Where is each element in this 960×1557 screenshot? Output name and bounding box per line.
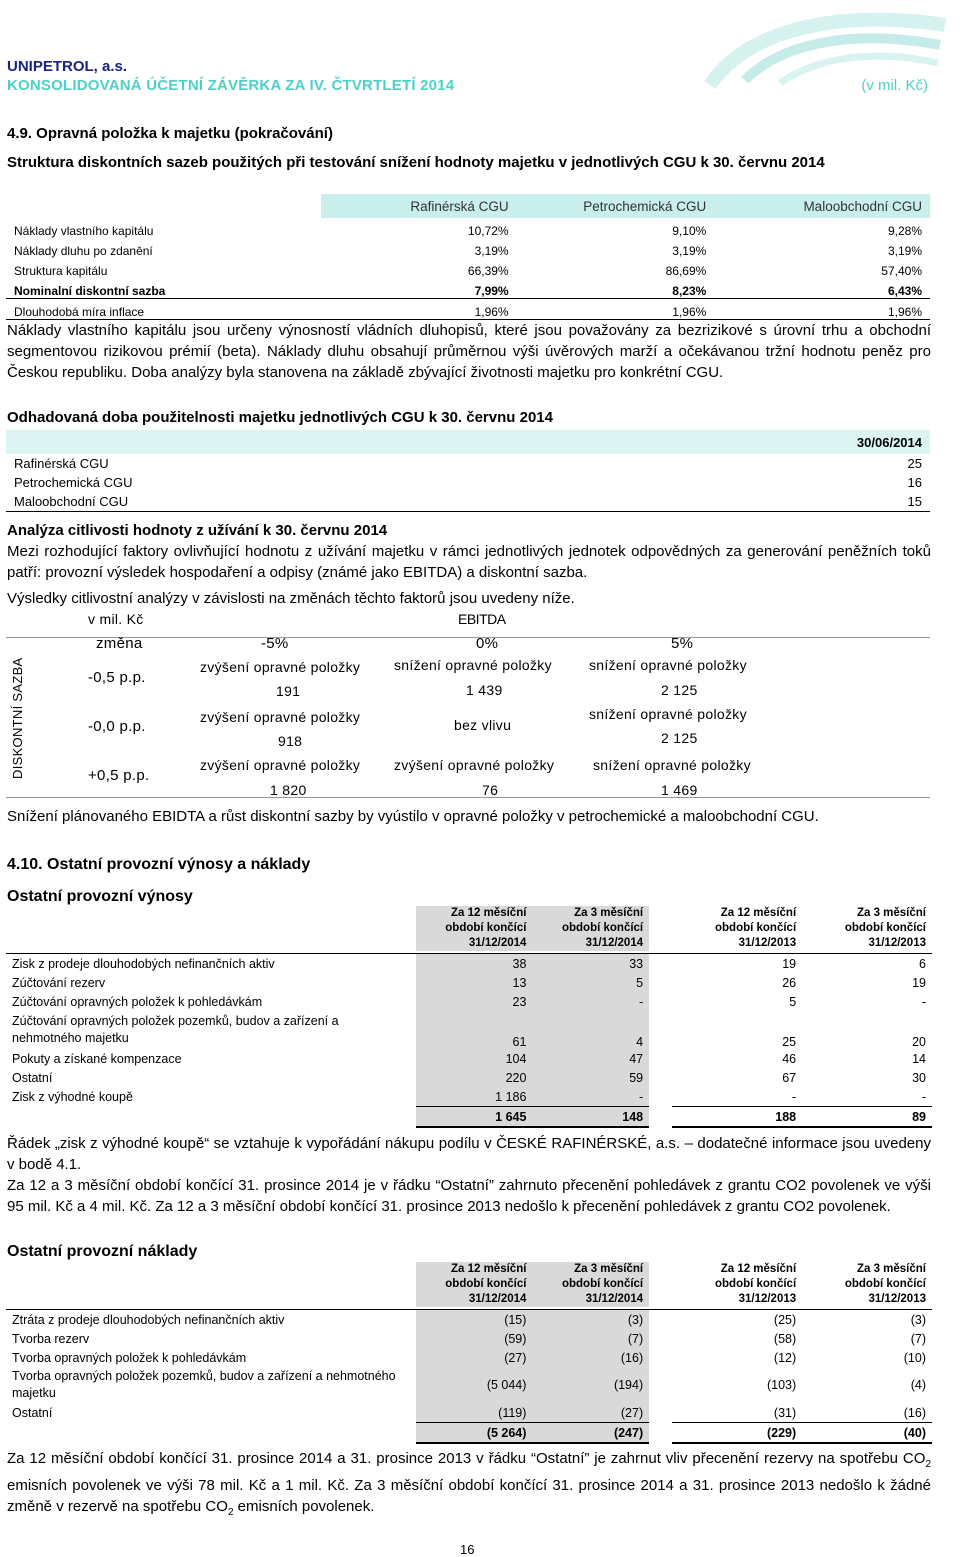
other-income-table — [6, 906, 932, 1128]
cell: (59) — [416, 1329, 533, 1348]
cell: 33 — [532, 954, 649, 974]
cell: (247) — [532, 1423, 649, 1444]
table-row — [6, 492, 930, 512]
cell: 30 — [912, 1070, 926, 1085]
table-row — [6, 1329, 932, 1348]
col-header: Za 12 měsíční období končící 31/12/2014 — [416, 1262, 533, 1307]
col-header: Za 3 měsíční období končící 31/12/2014 — [532, 906, 649, 951]
col-header: Rafinérská CGU — [321, 194, 517, 218]
row-label: Nominalní diskontní sazba — [6, 278, 321, 299]
cell: (103) — [766, 1378, 797, 1392]
table-row — [6, 454, 930, 473]
ebitda-col: 5% — [671, 635, 694, 652]
cell: 59 — [532, 1068, 649, 1087]
useful-life-title: Odhadovaná doba použitelnosti majetku jednotlivých CGU k 30. červnu 2014 — [7, 409, 553, 426]
row-label: Tvorba rezerv — [12, 1331, 90, 1346]
cell: - — [672, 1087, 802, 1107]
cell-text: zvýšení opravné položky — [200, 659, 361, 675]
cell: 7,99% — [321, 278, 517, 299]
cell: (58) — [773, 1331, 797, 1346]
cell-text: snížení opravné položky — [394, 657, 552, 673]
ebitda-col: -5% — [261, 635, 289, 652]
cell: 38 — [416, 954, 533, 974]
cell: 19 — [782, 956, 797, 971]
table-row — [6, 473, 930, 492]
cell: (27) — [532, 1403, 649, 1423]
unit-label: (v mil. Kč) — [861, 77, 928, 94]
cell: (15) — [416, 1310, 533, 1330]
cell: 6,43% — [714, 278, 930, 299]
col-header: Za 3 měsíční období končící 31/12/2013 — [844, 1263, 926, 1305]
cell: 5 — [532, 973, 649, 992]
cell: (5 264) — [416, 1423, 533, 1444]
income-title: Ostatní provozní výnosy — [7, 888, 193, 905]
cell: 4 — [532, 1011, 649, 1049]
col-header: 30/06/2014 — [742, 430, 930, 454]
cell: 66,39% — [467, 264, 509, 278]
row-label: Zúčtování rezerv — [12, 975, 106, 990]
row-label: Dlouhodobá míra inflace — [6, 299, 321, 320]
cell: (3) — [532, 1310, 649, 1330]
row-label: Zúčtování opravných položek pozemků, budov a zařízení a nehmotného majetku — [12, 1014, 339, 1045]
cell: - — [921, 994, 926, 1009]
cell: (31) — [672, 1403, 802, 1423]
cell: (16) — [532, 1348, 649, 1367]
cell: (12) — [773, 1350, 797, 1365]
useful-life-table — [6, 430, 930, 512]
rates-table-title: Struktura diskontních sazeb použitých při testování snížení hodnoty majetku v jednotlivých CGU k 30. červnu 2014 — [7, 154, 825, 171]
cell: 14 — [912, 1051, 926, 1066]
row-label: Petrochemická CGU — [14, 475, 133, 490]
table-row — [6, 218, 930, 238]
row-label: Ostatní — [12, 1070, 53, 1085]
cell: (7) — [910, 1331, 926, 1346]
discount-rates-table — [6, 194, 930, 320]
cell: 89 — [802, 1107, 932, 1128]
col-header: Za 3 měsíční období končící 31/12/2013 — [844, 907, 926, 949]
cell: - — [802, 1087, 932, 1107]
table-row — [6, 954, 932, 974]
cell-text: zvýšení opravné položky — [200, 709, 361, 725]
cell: 57,40% — [881, 264, 922, 278]
section-title-4-9: 4.9. Opravná položka k majetku (pokračování) — [7, 125, 333, 142]
cell: 25 — [907, 456, 922, 471]
cell-text: snížení opravné položky — [589, 706, 747, 722]
row-label: Struktura kapitálu — [14, 264, 108, 278]
cell: 20 — [912, 1035, 926, 1049]
cell-text: bez vlivu — [454, 717, 512, 733]
cell: 188 — [672, 1107, 802, 1128]
cell-value: 2 125 — [661, 682, 698, 698]
cell: (27) — [416, 1348, 533, 1367]
cell: (40) — [802, 1423, 932, 1444]
cell: (25) — [773, 1312, 797, 1327]
table-row — [6, 992, 932, 1011]
cell: 23 — [416, 992, 533, 1011]
ebitda-col: 0% — [476, 635, 499, 652]
company-name: UNIPETROL, a.s. — [7, 58, 128, 75]
unit-label: v mil. Kč — [88, 611, 144, 627]
table-row — [6, 238, 930, 258]
cell-value: 918 — [278, 733, 303, 749]
cell: 13 — [416, 973, 533, 992]
co2-receivables-note: Za 12 a 3 měsíční období končící 31. prosince 2014 je v řádku “Ostatní” zahrnuto přecenění pohledávek z grantu CO2 povolenek ve výši 95 mil. Kč a 4 mil. Kč. Za 12 a 3 měsíční období končící 31. prosince 2013 nedošlo k přecenění pohledávek z grantu CO2 povolenek. — [7, 1177, 931, 1215]
report-title: KONSOLIDOVANÁ ÚČETNÍ ZÁVĚRKA ZA IV. ČTVRTLETÍ 2014 — [7, 77, 455, 94]
row-label: Tvorba opravných položek k pohledávkám — [12, 1350, 247, 1365]
row-label: Rafinérská CGU — [14, 456, 109, 471]
table-row — [6, 973, 932, 992]
table-row — [6, 1403, 932, 1423]
cell: (3) — [910, 1312, 926, 1327]
cell: 67 — [782, 1070, 797, 1085]
cell: 104 — [416, 1049, 533, 1068]
cell: (5 044) — [416, 1367, 533, 1403]
change-label: změna — [96, 635, 143, 652]
table-row — [6, 1367, 932, 1403]
cell: 1 645 — [416, 1107, 533, 1128]
cell-value: 1 469 — [661, 782, 698, 798]
cell: 9,10% — [672, 224, 707, 238]
table-row — [6, 1068, 932, 1087]
col-header: Maloobchodní CGU — [714, 194, 930, 218]
table-row — [6, 1310, 932, 1330]
cell: - — [532, 1087, 649, 1107]
expenses-title: Ostatní provozní náklady — [7, 1243, 198, 1260]
cell: 9,28% — [887, 224, 922, 238]
cell: 15 — [742, 492, 930, 512]
cell: 1,96% — [517, 299, 715, 320]
cell: 16 — [907, 475, 922, 490]
cell-text: zvýšení opravné položky — [200, 757, 361, 773]
cell-value: 1 820 — [270, 782, 307, 798]
table-row — [6, 1087, 932, 1107]
col-header: Za 12 měsíční období končící 31/12/2014 — [416, 906, 533, 951]
cell: (16) — [802, 1403, 932, 1423]
sensitivity-matrix — [6, 607, 930, 803]
table-row — [6, 1049, 932, 1068]
row-label: Ztráta z prodeje dlouhodobých nefinančních aktiv — [12, 1312, 285, 1327]
cell-value: 191 — [276, 683, 301, 699]
cell: 3,19% — [672, 244, 707, 258]
row-label: -0,0 p.p. — [88, 718, 146, 735]
col-header: Za 3 měsíční období končící 31/12/2014 — [532, 1262, 649, 1307]
page-number: 16 — [460, 1542, 475, 1557]
table-row — [6, 278, 930, 299]
cell: (194) — [532, 1367, 649, 1403]
cell: 8,23% — [517, 278, 715, 299]
col-header: Petrochemická CGU — [517, 194, 715, 218]
cell: 47 — [532, 1049, 649, 1068]
table-row — [6, 299, 930, 320]
cell: 46 — [782, 1051, 797, 1066]
row-label: +0,5 p.p. — [88, 767, 150, 784]
row-label: Zúčtování opravných položek k pohledávkám — [12, 994, 263, 1009]
ebitda-label: EBITDA — [458, 611, 506, 627]
cell: 1,96% — [321, 299, 517, 320]
col-header: Za 12 měsíční období končící 31/12/2013 — [715, 1263, 797, 1305]
cell: - — [532, 992, 649, 1011]
sensitivity-title: Analýza citlivosti hodnoty z užívání k 30. červnu 2014 — [7, 522, 388, 539]
section-title-4-10: 4.10. Ostatní provozní výnosy a náklady — [7, 856, 311, 873]
company-logo-icon — [690, 5, 952, 97]
other-expenses-table — [6, 1262, 932, 1444]
co2-provision-note: Za 12 měsíční období končící 31. prosince 2014 a 31. prosince 2013 v řádku “Ostatní” je zahrnut vliv přecenění rezervy na spotřebu $CO_2$ emisních povolenek ve výši 78 mil. Kč a 1 mil. Kč. Za 3 měsíční období končící 31. prosince 2014 a 31. prosince 2013 nedošlo k žádné změně v rezervě na spotřebu $CO_2$ emisních povolenek. — [7, 1450, 931, 1518]
col-header: Za 12 měsíční období končící 31/12/2013 — [715, 907, 797, 949]
cell: 5 — [789, 994, 797, 1009]
cell-value: 76 — [482, 782, 499, 798]
row-label: Zisk z výhodné koupě — [12, 1089, 133, 1104]
cost-of-capital-paragraph: Náklady vlastního kapitálu jsou určeny výnosností vládních dluhopisů, které jsou považovány za bezrizikové s úrovní trhu a obchodní segmentovou rizikovou prémií (beta). Náklady dluhu obsahují průměrnou výši úvěrových marží a očekávanou tržní hodnotu peněz pro Českou republiku. Doba analýzy byla stanovena na základě zbývající životnosti majetku pro konkrétní CGU. — [7, 322, 931, 381]
row-label: Zisk z prodeje dlouhodobých nefinančních aktiv — [12, 956, 275, 971]
row-label: Náklady vlastního kapitálu — [14, 224, 154, 238]
table-row — [6, 258, 930, 278]
sensitivity-intro: Výsledky citlivostní analýzy v závislosti na změnách těchto faktorů jsou uvedeny níže. — [7, 590, 575, 607]
total-row — [6, 1107, 932, 1128]
cell-value: 2 125 — [661, 730, 698, 746]
cell: 25 — [782, 1035, 797, 1049]
cell: 220 — [416, 1068, 533, 1087]
cell-text: snížení opravné položky — [593, 757, 751, 773]
cell: 3,19% — [887, 244, 922, 258]
total-row — [6, 1423, 932, 1444]
row-label: -0,5 p.p. — [88, 669, 146, 686]
cell-text: zvýšení opravné položky — [394, 757, 555, 773]
cell: 1,96% — [714, 299, 930, 320]
row-label: Maloobchodní CGU — [6, 492, 742, 512]
cell: 10,72% — [467, 224, 509, 238]
cell: (10) — [903, 1350, 926, 1365]
table-row — [6, 1348, 932, 1367]
row-label: Tvorba opravných položek pozemků, budov a zařízení a nehmotného majetku — [12, 1369, 396, 1400]
cell: 6 — [919, 956, 926, 971]
cell: 19 — [912, 975, 926, 990]
bargain-purchase-note: Řádek „zisk z výhodné koupě“ se vztahuje k vypořádání nákupu podílu v ČESKÉ RAFINÉRSKÉ, a.s. – dodatečné informace jsou uvedeny v bodě 4.1. — [7, 1135, 931, 1173]
cell: 86,69% — [665, 264, 707, 278]
cell: 3,19% — [474, 244, 509, 258]
conclusion-paragraph: Snížení plánovaného EBIDTA a růst diskontní sazby by vyústilo v opravné položky v petrochemické a maloobchodní CGU. — [7, 808, 819, 825]
cell: 61 — [416, 1011, 533, 1049]
discount-rate-axis-label: DISKONTNÍ SAZBA — [10, 657, 25, 779]
table-row — [6, 1011, 932, 1049]
cell-value: 1 439 — [466, 682, 503, 698]
cell: (7) — [532, 1329, 649, 1348]
cell-text: snížení opravné položky — [589, 657, 747, 673]
row-label: Náklady dluhu po zdanění — [14, 244, 153, 258]
cell: 1 186 — [416, 1087, 533, 1107]
cell: 148 — [532, 1107, 649, 1128]
row-label: Pokuty a získané kompenzace — [12, 1051, 182, 1066]
cell: (4) — [910, 1378, 926, 1392]
key-factors-paragraph: Mezi rozhodující faktory ovlivňující hodnotu z užívání majetku v rámci jednotlivých jednotek odpovědných za generování peněžních toků patří: provozní výsledek hospodaření a odpisy (známé jako EBITDA) a diskontní sazba. — [7, 543, 931, 581]
cell: 26 — [782, 975, 797, 990]
row-label: Ostatní — [12, 1405, 53, 1420]
cell: (229) — [672, 1423, 802, 1444]
cell: (119) — [416, 1403, 533, 1423]
